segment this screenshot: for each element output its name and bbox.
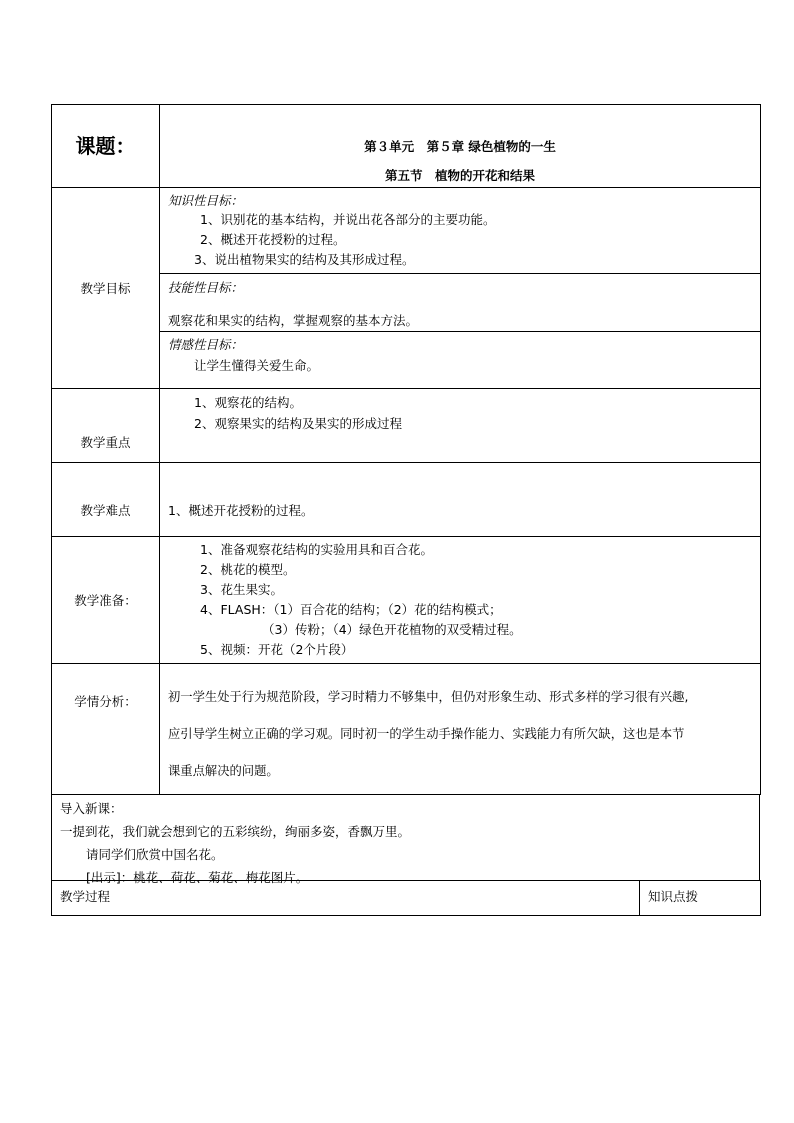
knowledge-goal-title: 知识性目标： — [168, 193, 244, 208]
analysis-line: 课重点解决的问题。 — [168, 763, 279, 778]
skill-goal-cell — [160, 274, 761, 332]
key-points-row — [52, 389, 761, 463]
preparation-item: 1、准备观察花结构的实验用具和百合花。 — [200, 542, 433, 557]
goals-label-cell — [52, 188, 160, 389]
title-label: 课题： — [75, 134, 136, 158]
process-right-cell — [640, 881, 761, 916]
intro-line: 请同学们欣赏中国名花。 — [86, 847, 224, 862]
intro-section — [51, 794, 760, 885]
process-label: 教学过程 — [60, 889, 111, 904]
analysis-line: 初一学生处于行为规范阶段，学习时精力不够集中，但仍对形象生动、形式多样的学习很有兴趣, — [168, 690, 689, 704]
preparation-item: 4、FLASH：（1）百合花的结构；（2）花的结构模式； — [200, 602, 502, 617]
intro-line: [出示]：桃花、荷花、菊花、梅花图片。 — [86, 870, 309, 885]
key-point-item: 2、观察果实的结构及果实的形成过程 — [194, 416, 402, 431]
key-points-cell — [160, 389, 761, 463]
knowledge-goal-cell — [160, 188, 761, 274]
unit-title: 第３单元 第５章 绿色植物的一生 — [364, 139, 556, 154]
analysis-label: 学情分析： — [74, 694, 137, 709]
lesson-plan-table — [51, 104, 761, 795]
preparation-item: 2、桃花的模型。 — [200, 562, 296, 577]
preparation-label-cell — [52, 537, 160, 664]
preparation-cell — [160, 537, 761, 664]
preparation-item: 5、视频：开花（2个片段） — [200, 642, 354, 657]
difficulty-label: 教学难点 — [80, 503, 131, 518]
analysis-line: 应引导学生树立正确的学习观。同时初一的学生动手操作能力、实践能力有所欠缺，这也是本节 — [168, 726, 685, 741]
difficulty-row — [52, 463, 761, 537]
difficulty-label-cell — [52, 463, 160, 537]
section-title: 第五节 植物的开花和结果 — [384, 168, 535, 183]
preparation-item: （3）传粉；（4）绿色开花植物的双受精过程。 — [262, 622, 522, 637]
preparation-item: 3、花生果实。 — [200, 582, 283, 597]
analysis-label-cell — [52, 664, 160, 795]
knowledge-goal-item: 2、概述开花授粉的过程。 — [200, 232, 346, 247]
intro-line: 一提到花，我们就会想到它的五彩缤纷，绚丽多姿，香飘万里。 — [60, 824, 411, 839]
key-points-label-cell — [52, 389, 160, 463]
difficulty-cell — [160, 463, 761, 537]
goals-label: 教学目标 — [80, 280, 131, 296]
analysis-cell — [160, 664, 761, 795]
preparation-label: 教学准备： — [74, 592, 137, 608]
title-content-cell — [160, 105, 761, 188]
title-row — [52, 105, 761, 188]
skill-goal-text: 观察花和果实的结构，掌握观察的基本方法。 — [168, 313, 419, 328]
preparation-row — [52, 537, 761, 664]
goals-knowledge-row — [52, 188, 761, 274]
process-left-cell — [52, 881, 640, 916]
process-row — [52, 881, 761, 916]
emotion-goal-title: 情感性目标： — [168, 337, 244, 352]
emotion-goal-text: 让学生懂得关爱生命。 — [194, 358, 320, 373]
process-table — [51, 880, 761, 916]
difficulty-text: 1、概述开花授粉的过程。 — [168, 503, 314, 518]
emotion-goal-cell — [160, 332, 761, 389]
knowledge-goal-item: 1、识别花的基本结构，并说出花各部分的主要功能。 — [200, 212, 496, 227]
intro-title: 导入新课： — [60, 801, 123, 816]
key-points-label: 教学重点 — [80, 435, 131, 450]
knowledge-goal-item: 3、说出植物果实的结构及其形成过程。 — [194, 252, 415, 267]
analysis-row — [52, 664, 761, 795]
key-point-item: 1、观察花的结构。 — [194, 395, 302, 410]
knowledge-tips-label: 知识点拨 — [648, 889, 699, 904]
skill-goal-title: 技能性目标： — [168, 280, 244, 295]
title-label-cell — [52, 105, 160, 188]
